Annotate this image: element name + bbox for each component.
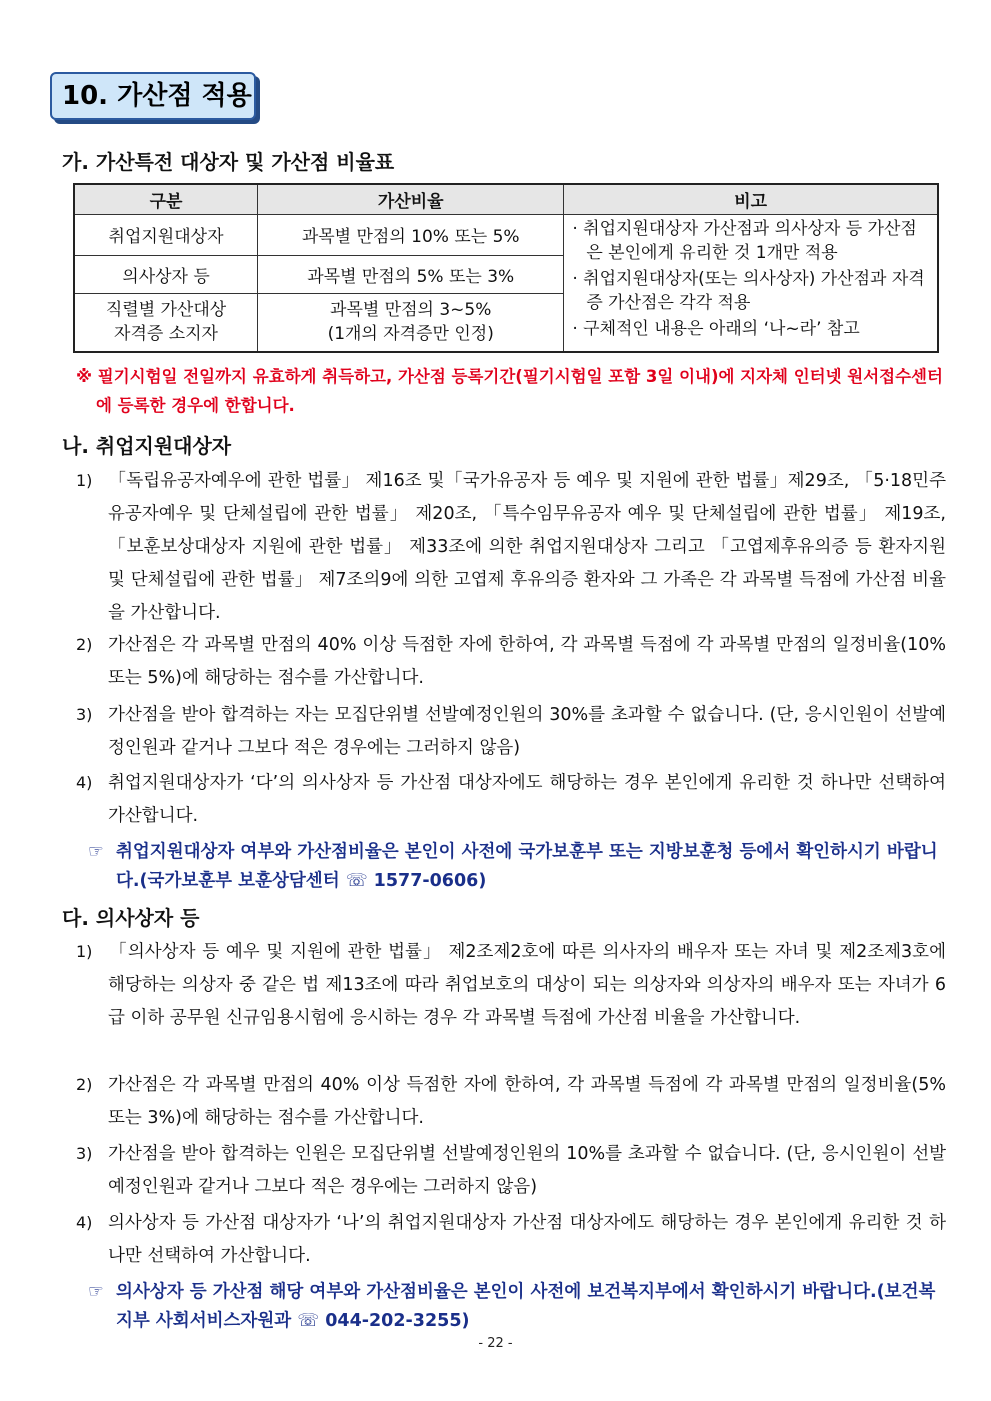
header-category: 구분 [74, 184, 258, 214]
pointing-hand-icon: ☞ [88, 1282, 104, 1302]
welfare-hint [88, 1278, 948, 1336]
cell-line: 직렬별 가산대상 [105, 300, 227, 321]
item-text: 가산점을 받아 합격하는 인원은 모집단위별 선발예정인원의 10%를 초과할 수 없습니다. (단, 응시인원이 선발예정인원과 같거나 그보다 적은 경우에는 그러하지 않음) [108, 1144, 946, 1197]
pointing-hand-icon: ☞ [88, 842, 104, 862]
page-number: - 22 - [478, 1336, 513, 1351]
veterans-hint [88, 838, 948, 896]
list-item [76, 1137, 946, 1204]
item-number: 4) [76, 773, 93, 792]
item-number: 4) [76, 1213, 93, 1232]
registration-notice: ※ 필기시험일 전일까지 유효하게 취득하고, 가산점 등록기간(필기시험일 포함 3일 이내)에 지자체 인터넷 원서접수센터에 등록한 경우에 한합니다. [76, 367, 943, 415]
list-item [76, 1068, 946, 1135]
heading-c: 다. 의사상자 등 [62, 906, 200, 930]
cell-rate: 과목별 만점의 5% 또는 3% [258, 255, 564, 293]
cell-rate: 과목별 만점의 10% 또는 5% [258, 214, 564, 255]
item-number: 2) [76, 635, 93, 654]
header-rate: 가산비율 [258, 184, 564, 214]
remark-item: · 취업지원대상자 가산점과 의사상자 등 가산점은 본인에게 유리한 것 1개만 적용 [572, 218, 917, 263]
item-text: 취업지원대상자가 ‘다’의 의사상자 등 가산점 대상자에도 해당하는 경우 본인에게 유리한 것 하나만 선택하여 가산합니다. [108, 773, 946, 826]
cell-category [74, 293, 258, 352]
list-item [76, 464, 946, 630]
list-item [76, 766, 946, 833]
cell-category: 의사상자 등 [74, 255, 258, 293]
remark-item: · 구체적인 내용은 아래의 ‘나~라’ 참고 [572, 318, 860, 339]
remark-item: · 취업지원대상자(또는 의사상자) 가산점과 자격증 가산점은 각각 적용 [572, 268, 925, 313]
item-number: 2) [76, 1075, 93, 1094]
item-number: 3) [76, 1144, 93, 1163]
list-item [76, 1206, 946, 1273]
table-row [74, 214, 938, 255]
cell-category: 취업지원대상자 [74, 214, 258, 255]
item-number: 1) [76, 471, 93, 490]
hint-text: 취업지원대상자 여부와 가산점비율은 본인이 사전에 국가보훈부 또는 지방보훈청 등에서 확인하시기 바랍니다.(국가보훈부 보훈상담센터 ☏ 1577-0606) [116, 842, 938, 891]
item-text: 가산점은 각 과목별 만점의 40% 이상 득점한 자에 한하여, 각 과목별 득점에 각 과목별 만점의 일정비율(10% 또는 5%)에 해당하는 점수를 가산합니다. [108, 635, 946, 688]
heading-b: 나. 취업지원대상자 [62, 434, 232, 458]
header-remark: 비고 [564, 184, 938, 214]
heading-a: 가. 가산특전 대상자 및 가산점 비율표 [62, 150, 395, 174]
cell-line: 자격증 소지자 [114, 324, 218, 345]
hint-text: 의사상자 등 가산점 해당 여부와 가산점비율은 본인이 사전에 보건복지부에서 확인하시기 바랍니다.(보건복지부 사회서비스자원과 ☏ 044-202-3255) [116, 1282, 936, 1331]
list-item [76, 935, 946, 1035]
item-text: 가산점을 받아 합격하는 자는 모집단위별 선발예정인원의 30%를 초과할 수 없습니다. (단, 응시인원이 선발예정인원과 같거나 그보다 적은 경우에는 그러하지 않음) [108, 705, 946, 758]
table-header-row [74, 184, 938, 214]
item-text: 가산점은 각 과목별 만점의 40% 이상 득점한 자에 한하여, 각 과목별 득점에 각 과목별 만점의 일정비율(5% 또는 3%)에 해당하는 점수를 가산합니다. [108, 1075, 946, 1128]
bonus-rate-table [73, 183, 939, 353]
cell-remarks [564, 214, 938, 352]
item-number: 3) [76, 705, 93, 724]
list-item [76, 628, 946, 695]
item-text: 「의사상자 등 예우 및 지원에 관한 법률」 제2조제2호에 따른 의사자의 배우자 또는 자녀 및 제2조제3호에 해당하는 의상자 중 같은 법 제13조에 따라 취업보호의 대상이 되는 의상자와 의상자의 배우자 또는 자녀가 6급 이하 공무원 신규임용시험에 응시하는 경우 각 과목별 득점에 가산점 비율을 가산합니다. [108, 942, 946, 1028]
item-text: 「독립유공자예우에 관한 법률」 제16조 및「국가유공자 등 예우 및 지원에 관한 법률」제29조, 「5·18민주유공자예우 및 단체설립에 관한 법률」 제20조, 「특수임무유공자 예우 및 단체설립에 관한 법률」 제19조, 「보훈보상대상자 지원에 관한 법률」 제33조에 의한 취업지원대상자 그리고 「고엽제후유의증 등 환자지원 및 단체설립에 관한 법률」 제7조의9에 의한 고엽제 후유의증 환자와 그 가족은 각 과목별 득점에 가산점 비율을 가산합니다. [108, 471, 946, 623]
list-item [76, 698, 946, 765]
item-text: 의사상자 등 가산점 대상자가 ‘나’의 취업지원대상자 가산점 대상자에도 해당하는 경우 본인에게 유리한 것 하나만 선택하여 가산합니다. [108, 1213, 946, 1266]
cell-line: (1개의 자격증만 인정) [327, 324, 494, 345]
item-number: 1) [76, 942, 93, 961]
cell-rate [258, 293, 564, 352]
section-title: 10. 가산점 적용 [50, 72, 256, 120]
cell-line: 과목별 만점의 3~5% [330, 300, 492, 321]
